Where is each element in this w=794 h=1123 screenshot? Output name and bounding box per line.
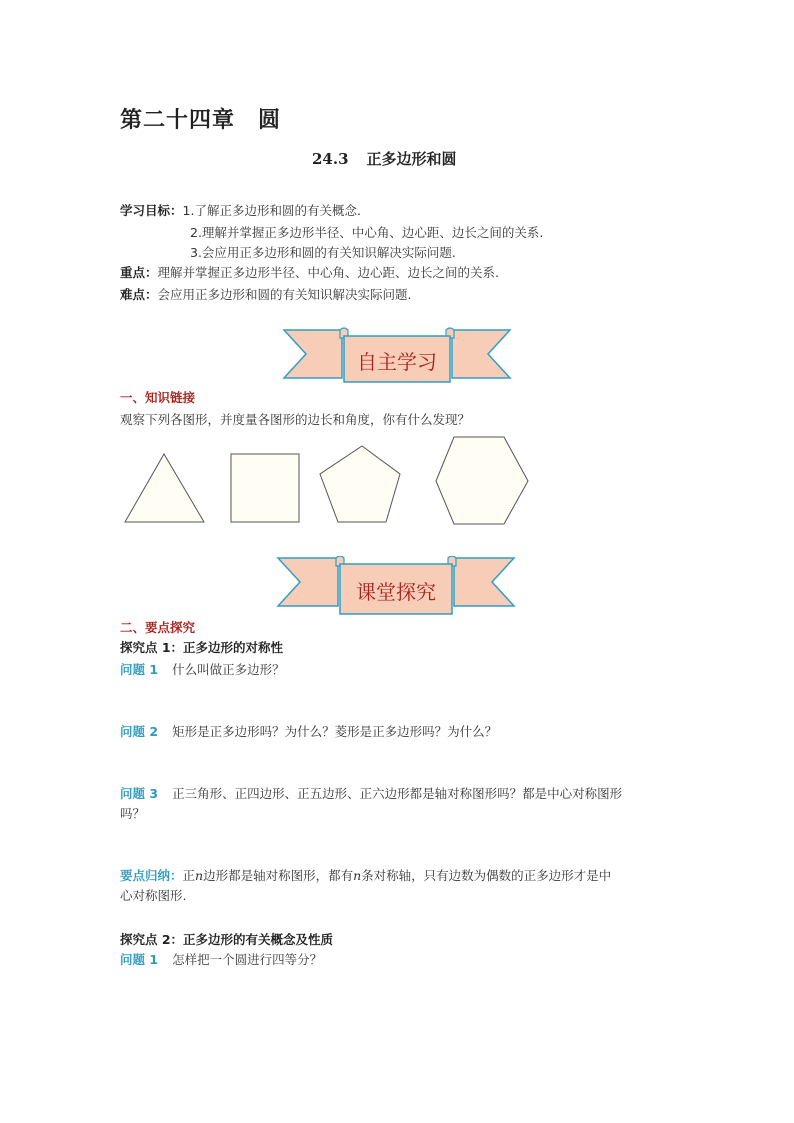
question-1 — [120, 661, 285, 679]
chapter-title: 第二十四章 圆 — [120, 108, 282, 133]
objective-item: 2.理解并掌握正多边形半径、中心角、边心距、边长之间的关系. — [190, 225, 544, 240]
question-text: 正三角形、正四边形、正五边形、正六边形都是轴对称图形吗？都是中心对称图形 — [172, 786, 623, 801]
summary-text: 正 — [182, 868, 196, 883]
banner-left-tail — [278, 558, 338, 606]
key-point-label: 重点： — [120, 265, 158, 280]
knowledge-link-heading: 一、知识链接 — [120, 390, 196, 405]
question-label: 问题 1 — [120, 952, 159, 967]
question-3-continued: 吗？ — [120, 806, 146, 821]
hexagon-shape — [436, 437, 528, 524]
difficulty — [120, 286, 412, 304]
explore-point-2-title: 探究点 2：正多边形的有关概念及性质 — [120, 932, 334, 947]
summary-text: 边形都是轴对称图形，都有 — [203, 868, 354, 883]
pentagon-shape — [320, 446, 400, 522]
banner-right-tail — [454, 558, 514, 606]
question-text: 矩形是正多边形吗？为什么？菱形是正多边形吗？为什么？ — [172, 724, 498, 739]
question-label: 问题 3 — [120, 786, 159, 801]
banner-left-tail — [284, 330, 342, 378]
triangle-shape — [125, 454, 204, 522]
key-point — [120, 264, 499, 282]
difficulty-text: 会应用正多边形和圆的有关知识解决实际问题. — [157, 287, 412, 302]
class-explore-banner — [276, 556, 516, 616]
banner-right-tail — [452, 330, 510, 378]
question-label: 问题 2 — [120, 724, 159, 739]
question-1 — [120, 951, 322, 969]
objectives-label: 学习目标： — [120, 203, 183, 218]
objectives-line-1 — [120, 202, 361, 220]
banner-label: 课堂探究 — [356, 580, 436, 604]
objective-item: 3.会应用正多边形和圆的有关知识解决实际问题. — [190, 245, 456, 260]
knowledge-link-prompt: 观察下列各图形，并度量各图形的边长和角度，你有什么发现？ — [120, 412, 471, 427]
objective-item: 1.了解正多边形和圆的有关概念. — [182, 203, 361, 218]
variable-n: n — [353, 868, 362, 883]
section-number: 24.3 — [312, 150, 349, 168]
difficulty-label: 难点： — [120, 287, 158, 302]
banner-label: 自主学习 — [357, 350, 437, 374]
question-label: 问题 1 — [120, 662, 159, 677]
section-name: 正多边形和圆 — [366, 150, 457, 168]
summary-text: 条对称轴，只有边数为偶数的正多边形才是中 — [361, 868, 612, 883]
key-point-text: 理解并掌握正多边形半径、中心角、边心距、边长之间的关系. — [157, 265, 499, 280]
polygons-figure — [120, 433, 540, 528]
summary — [120, 867, 611, 885]
question-text: 怎样把一个圆进行四等分？ — [172, 952, 323, 967]
key-explore-heading: 二、要点探究 — [120, 620, 196, 635]
explore-point-1-title: 探究点 1：正多边形的对称性 — [120, 640, 284, 655]
question-text: 什么叫做正多边形？ — [172, 662, 285, 677]
question-2 — [120, 723, 497, 741]
summary-label: 要点归纳： — [120, 868, 183, 883]
section-title — [312, 148, 457, 169]
self-study-banner — [282, 326, 512, 386]
square-shape — [231, 454, 299, 522]
question-3 — [120, 785, 622, 803]
variable-n: n — [195, 868, 204, 883]
summary-continued: 心对称图形. — [120, 888, 187, 903]
